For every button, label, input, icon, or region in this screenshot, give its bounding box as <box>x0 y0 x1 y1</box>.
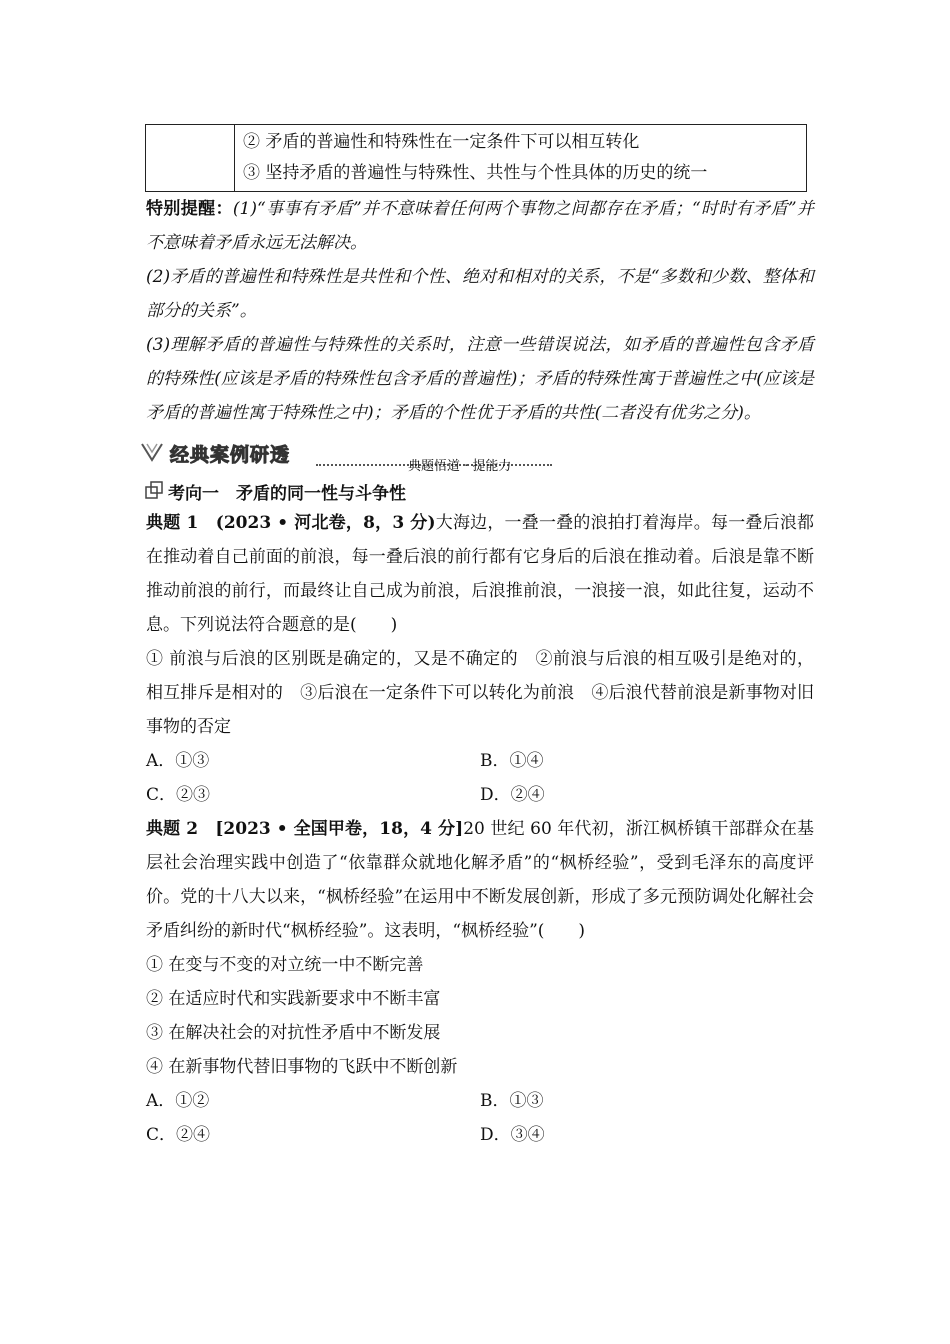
table-row-3: ③ 坚持矛盾的普遍性与特殊性、共性与个性具体的历史的统一 <box>243 163 708 183</box>
q2-statement-3: ③ 在解决社会的对抗性矛盾中不断发展 <box>146 1023 441 1043</box>
q1-label: 典题 1 <box>146 513 199 533</box>
q2-statement-1: ① 在变与不变的对立统一中不断完善 <box>146 955 424 975</box>
banner-subtitle: 典题悟道 · 提能力 <box>408 459 512 474</box>
q2-statement-2: ② 在适应时代和实践新要求中不断丰富 <box>146 989 441 1009</box>
q2-option-d[interactable]: D．③④ <box>480 1125 545 1145</box>
section-heading-text: 考向一 矛盾的同一性与斗争性 <box>168 483 406 504</box>
q1-statements: ① 前浪与后浪的区别既是确定的，又是不确定的 ②前浪与后浪的相互吸引是绝对的，相互排斥是相对的 ③后浪在一定条件下可以转化为前浪 ④后浪代替前浪是新事物对旧事物的否定 <box>146 649 814 737</box>
q1-source: (2023 • 河北卷，8，3 分) <box>215 513 436 533</box>
q2-options-row-1 <box>146 1084 814 1118</box>
table-blank-cell <box>146 125 235 192</box>
q1-option-d[interactable]: D．②④ <box>480 785 545 805</box>
tip-label: 特别提醒： <box>146 199 233 219</box>
q1-option-b[interactable]: B．①④ <box>480 751 544 771</box>
q1-options-row-2 <box>146 778 814 812</box>
question-1 <box>146 506 814 642</box>
tip-paragraph-3: (3)理解矛盾的普遍性与特殊性的关系时，注意一些错误说法，如矛盾的普遍性包含矛盾的特殊性(应该是矛盾的特殊性包含矛盾的普遍性)；矛盾的特殊性寓于普遍性之中(应该是矛盾的普遍性寓于特殊性之中)；矛盾的个性优于矛盾的共性(二者没有优劣之分)。 <box>146 335 814 423</box>
section-banner <box>140 438 814 472</box>
q1-option-a[interactable]: A．①③ <box>146 751 210 771</box>
q1-options-row-1 <box>146 744 814 778</box>
summary-table <box>145 124 807 192</box>
q2-label: 典题 2 <box>146 819 199 839</box>
tip-paragraph-1 <box>146 192 814 260</box>
table-row-2: ② 矛盾的普遍性和特殊性在一定条件下可以相互转化 <box>243 132 640 152</box>
section-heading <box>146 476 814 506</box>
triangle-icon <box>140 442 164 464</box>
q2-option-c[interactable]: C．②④ <box>146 1125 211 1145</box>
q1-stem: 大海边，一叠一叠的浪拍打着海岸。每一叠后浪都在推动着自己前面的前浪，每一叠后浪的前行都有它身后的后浪在推动着。后浪是靠不断推动前浪的前行，而最终让自己成为前浪，后浪推前浪，一浪接一浪，如此往复，运动不息。下列说法符合题意的是( ) <box>146 513 815 635</box>
banner-title: 经典案例研透 <box>170 444 291 466</box>
q2-stem: 20 世纪 60 年代初，浙江枫桥镇干部群众在基层社会治理实践中创造了“依靠群众就地化解矛盾”的“枫桥经验”，受到毛泽东的高度评价。党的十八大以来，“枫桥经验”在运用中不断发展创新，形成了多元预防调处化解社会矛盾纠纷的新时代“枫桥经验”。这表明，“枫桥经验”( ) <box>146 819 815 941</box>
q1-option-c[interactable]: C．②③ <box>146 785 211 805</box>
q2-option-b[interactable]: B．①③ <box>480 1091 544 1111</box>
q2-options-row-2 <box>146 1118 814 1152</box>
tip-paragraph-2: (2)矛盾的普遍性和特殊性是共性和个性、绝对和相对的关系，不是“多数和少数、整体和部分的关系”。 <box>146 267 814 321</box>
document-page <box>146 124 814 1152</box>
table-content-cell <box>235 125 807 192</box>
tip-text-1: (1)“事事有矛盾”并不意味着任何两个事物之间都存在矛盾；“时时有矛盾”并不意味着矛盾永远无法解决。 <box>146 199 815 253</box>
squares-icon <box>144 481 166 501</box>
question-2 <box>146 812 814 948</box>
q2-option-a[interactable]: A．①② <box>146 1091 210 1111</box>
q2-source: [2023 • 全国甲卷，18，4 分] <box>215 819 464 839</box>
q2-statement-4: ④ 在新事物代替旧事物的飞跃中不断创新 <box>146 1057 458 1077</box>
